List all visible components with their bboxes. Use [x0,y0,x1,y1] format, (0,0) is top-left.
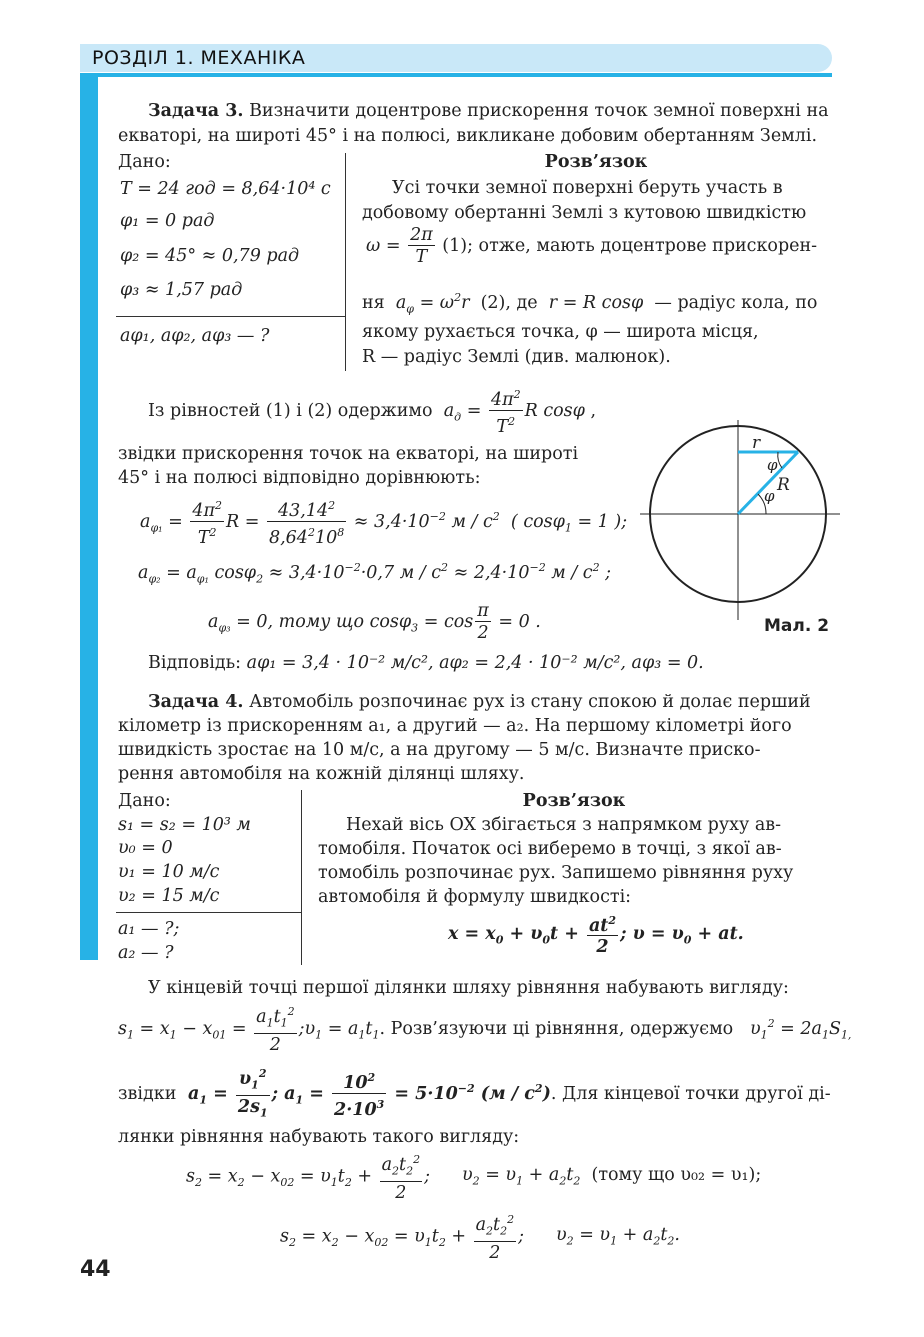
task3-given-divider [116,316,345,317]
task4-sol-line4: автомобіля й формулу швидкості: [318,887,632,907]
figure-caption: Мал. 2 [764,616,830,636]
task4-solution-label: Розв’язок [522,791,626,811]
task3-given-label: Дано: [118,152,171,172]
task4-intro-line2: кілометр із прискоренням a₁, а другий — a₂. На першому кілометрі його [118,716,792,736]
task4-sol-line2: томобіля. Початок осі виберемо в точці, з якої ав- [318,839,782,859]
task3-sol-line4: ня $a_\varphi = \omega^2r$ (2), де r = R cosφ — радіус кола, по [362,291,818,316]
label-phi-bottom: φ [764,487,775,505]
task4-end1-equations: $s_1 = x_1 - x_{01}$ = $\frac{a_1t_1^2}{2}$ $;\upsilon_1 = a_1t_1$. Розв’язуючи ці рівняння, одержуємо $\upsilon_1^2 = 2a_1S_{1,}$ [118,1000,851,1059]
task4-end1-text: У кінцевій точці першої ділянки шляху рівняння набувають вигляду: [148,978,789,998]
angle-arc-top [778,452,782,468]
task4-sol-line1: Нехай вісь OX збігається з напрямком руху ав- [346,815,782,835]
task3-intro-line1: Задача 3. Визначити доцентрове прискорення точок земної поверхні на [148,101,829,121]
task3-given-phi2: φ₂ = 45° ≈ 0,79 рад [120,246,300,266]
task4-second-v-eq1: $\upsilon_2 = \upsilon_1 + a_2t_2$ (тому що υ₀₂ = υ₁); [462,1165,762,1188]
task3-sol-line5: якому рухається точка, φ — широта місця, [362,322,759,342]
formula-a-phi1: $a_{\varphi_1}$ = $\frac{4\pi^2}{T^2}$ R = $\frac{43,14^2}{8,64^210^8}$ ≈ $3,4\cdot 10^{-2}$ м / $с^2$ ( cosφ$_1$ = 1 ); [140,493,627,552]
task4-second-v-eq2: $\upsilon_2 = \upsilon_1 + a_2t_2$. [556,1225,680,1248]
task3-combine-line: Із рівностей (1) і (2) одержимо $a_д$ = $\frac{4\pi^2}{T^2}$ R cosφ , [148,385,596,440]
formula-a-phi3: $a_{\varphi_3} = 0$, тому що cosφ$_3$ = cos $\frac{\pi}{2}$ = 0 . [208,601,541,643]
task3-given-phi3: φ₃ ≈ 1,57 рад [120,280,243,300]
task4-given-divider [116,912,301,913]
motion-equation: $x = x_0 + \upsilon_0t$ + $\frac{at^2}{2}$ ; $\upsilon = \upsilon_0$ + at. [448,910,744,965]
task4-second-eq2: $s_2 = x_2 - x_{02} = \upsilon_1t_2$ + $\frac{a_2t_2^2}{2}$ ; [280,1210,524,1268]
task3-sol-line6: R — радіус Землі (див. малюнок). [362,347,671,367]
task4-intro-line3: швидкість зростає на 10 м/с, а на другому — 5 м/с. Визначте приско- [118,740,761,760]
section-header-underline [80,73,832,77]
task4-given-v1: υ₁ = 10 м/с [118,862,220,882]
task3-given-separator [345,153,346,371]
task4-second-point-line2: лянки рівняння набувають такого вигляду: [118,1127,520,1147]
task4-intro-line1: Задача 4. Автомобіль розпочинає рух із стану спокою й долає перший [148,692,811,712]
page-number: 44 [80,1257,111,1282]
task4-find-a1: a₁ — ?; [118,919,180,939]
task3-given-T: T = 24 год = 8,64·10⁴ с [120,179,331,199]
task4-given-v2: υ₂ = 15 м/с [118,886,220,906]
centripetal-formula: $a_\varphi = \omega^2r$ [390,291,475,316]
task4-sol-line3: томобіль розпочинає рух. Запишемо рівняння руху [318,863,794,883]
task3-heading: Задача 3. [148,101,244,121]
task3-sol-line1: Усі точки земної поверхні беруть участь в [392,178,783,198]
task4-given-separator [301,790,302,965]
section-title: РОЗДІЛ 1. МЕХАНІКА [92,47,306,69]
combined-formula: $a_д$ = $\frac{4\pi^2}{T^2}$ R cosφ [438,401,585,421]
formula-a-phi2: $a_{\varphi_2} = a_{\varphi_1}$ $\cos\varphi_2 \approx 3,4\cdot 10^{-2}\cdot 0,7$ $м / с^2 \approx 2,4\cdot 10^{-2}$ м / $с^2$ ; [138,561,612,586]
label-phi-top: φ [767,456,778,474]
task3-sol-line3: ω = $\frac{2\pi}{T}$ (1); отже, мають доцентрове прискорен- [366,225,818,267]
task4-given-v0: υ₀ = 0 [118,838,173,858]
task3-hence-line2: 45° і на полюсі відповідно дорівнюють: [118,468,481,488]
task4-find-a2: a₂ — ? [118,943,174,963]
task4-heading: Задача 4. [148,692,244,712]
label-r: r [752,433,761,453]
earth-figure [640,420,840,620]
task4-given-s: s₁ = s₂ = 10³ м [118,815,251,835]
side-accent-bar [80,77,98,960]
task3-answer: Відповідь: aφ₁ = 3,4 · 10⁻² м/с², aφ₂ = 2,4 · 10⁻² м/с², aφ₃ = 0. [148,653,704,673]
task4-second-eq1: $s_2 = x_2 - x_{02} = \upsilon_1t_2$ + $\frac{a_2t_2^2}{2}$ ; [186,1150,430,1208]
radius-formula: r = R cosφ [543,292,649,313]
omega-formula: ω = $\frac{2\pi}{T}$ [366,225,433,267]
task3-sol-line2: добовому обертанні Землі з кутовою швидкістю [362,203,807,223]
task3-given-phi1: φ₁ = 0 рад [120,211,215,231]
task3-hence-line1: звідки прискорення точок на екваторі, на широті [118,444,579,464]
task3-intro-line2: екваторі, на широті 45° і на полюсі, викликане добовим обертанням Землі. [118,126,818,146]
task3-find: aφ₁, aφ₂, aφ₃ — ? [120,326,270,346]
task4-a1-result: звідки $a_1$ = $\frac{\upsilon_1^2}{2s_1}$ ; $a_1$ = $\frac{10^2}{2\cdot 10^3}$ = $5\cdot 10^{-2}$ $(м / с^2)$. Для кінцевої точки другої ді- [118,1064,831,1125]
task4-intro-line4: рення автомобіля на кожній ділянці шляху. [118,764,525,784]
task3-solution-label: Розв’язок [544,152,648,172]
task4-given-label: Дано: [118,791,171,811]
label-R: R [777,475,790,495]
